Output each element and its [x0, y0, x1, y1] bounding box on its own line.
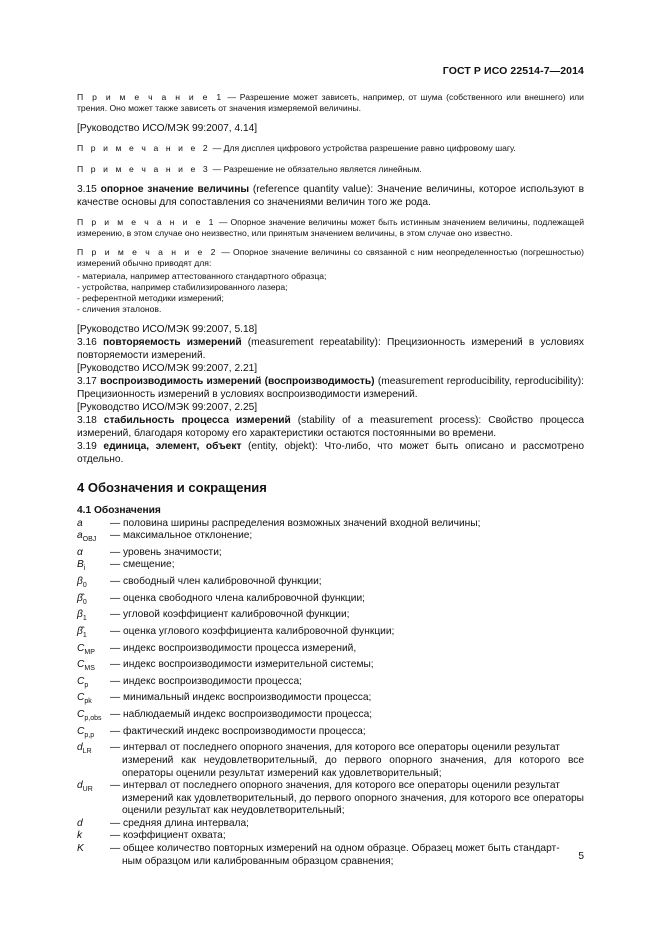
symbol-row [77, 676, 584, 693]
symbol: $C_{p,obs}$ [77, 709, 102, 723]
note-resolution-1: П р и м е ч а н и е 1 — Разрешение может зависеть, например, от шума (собственного или внешнего) или трения. Оно может также зависеть от значения измеряемой величины. [77, 92, 584, 114]
symbol-definition: — индекс воспроизводимости измерительной системы; [110, 659, 374, 671]
list-item: - материала, например аттестованного стандартного образца; [77, 270, 327, 281]
symbol: a [77, 517, 83, 529]
list-item: - устройства, например стабилизированного лазера; [77, 281, 288, 292]
list-item: - сличения эталонов. [77, 303, 162, 314]
symbol: $B_i$ [77, 559, 86, 573]
symbol: $d_{UR}$ [77, 780, 93, 794]
term-3-19: 3.19 единица, элемент, объект (entity, objekt): Что-либо, что может быть описано и рассмотрено отдельно. [77, 440, 585, 465]
symbol-definition: — средняя длина интервала; [110, 817, 249, 829]
symbol-row [77, 659, 584, 676]
symbol-row [77, 547, 584, 560]
symbol-row [77, 626, 584, 643]
term-3-17: 3.17 воспроизводимость измерений (воспроизводимость) (measurement reproducibility, reproducibility): Прецизионность измерений в условиях воспроизводимости измерений. [77, 375, 584, 400]
symbol: $C_{pk}$ [77, 692, 92, 706]
symbol: $C_p$ [77, 675, 89, 689]
reference-4-14: [Руководство ИСО/МЭК 99:2007, 4.14] [77, 123, 258, 135]
note-3-15-list [77, 271, 584, 315]
subsection-4-1-title: 4.1 Обозначения [77, 504, 161, 516]
note-resolution-2: П р и м е ч а н и е 2 — Для дисплея цифрового устройства разрешение равно цифровому шагу. [77, 143, 516, 154]
symbols-list [77, 518, 584, 869]
symbol-row [77, 609, 584, 626]
symbol-definition: — коэффициент охвата; [110, 830, 226, 842]
symbol-definition: — интервал от последнего опорного значения, для которого все операторы оценили результат измерений как удовлетворительный, до первого опорного значения, для которого все операторы оценили результат как неудовлетворительный; [110, 780, 584, 817]
symbol: $\beta_0$ [77, 576, 87, 590]
term-3-18: 3.18 стабильность процесса измерений (stability of a measurement process): Свойство процесса измерений, благодаря которому его характеристики остаются постоянными во времени. [77, 414, 584, 439]
page-number: 5 [578, 851, 584, 862]
symbol-definition: — индекс воспроизводимости процесса измерений, [110, 642, 357, 654]
symbol-row [77, 593, 584, 610]
reference-2-25: [Руководство ИСО/МЭК 99:2007, 2.25] [77, 401, 258, 413]
symbol: K [77, 843, 84, 855]
symbol-definition: — индекс воспроизводимости процесса; [110, 675, 302, 687]
symbol: d [77, 817, 83, 829]
symbol: $a_{OBJ}$ [77, 530, 97, 544]
symbol-row [77, 830, 584, 843]
page-content [77, 92, 584, 868]
symbol-definition: — смещение; [110, 559, 175, 571]
standard-header: ГОСТ Р ИСО 22514-7—2014 [442, 65, 584, 77]
symbol-definition: — угловой коэффициент калибровочной функции; [110, 609, 350, 621]
term-3-15: 3.15 опорное значение величины (reference quantity value): Значение величины, которое используют в качестве основы для сопоставления со значениями величин того же рода. [77, 183, 584, 208]
symbol-definition: — оценка свободного члена калибровочной функции; [110, 592, 365, 604]
symbol-definition: — общее количество повторных измерений на одном образце. Образец может быть стандарт- ным образцом или калиброванным образцом сравнения; [110, 843, 560, 867]
symbol-definition: — уровень значимости; [110, 546, 222, 558]
symbol-definition: — интервал от последнего опорного значения, для которого все операторы оценили результат измерений как неудовлетворительный, до первого опорного значения, для которого все операторы оценили результат измерений как удовлетворительный; [110, 742, 584, 779]
symbol-definition: — половина ширины распределения возможных значений входной величины; [110, 517, 481, 529]
note-3-15-2: П р и м е ч а н и е 2 — Опорное значение величины со связанной с ним неопределенностью (погрешностью) измерений обычно приводят для: [77, 247, 584, 269]
symbol: k [77, 830, 83, 842]
symbol-row [77, 530, 584, 547]
symbol-definition: — фактический индекс воспроизводимости процесса; [110, 725, 366, 737]
reference-5-18: [Руководство ИСО/МЭК 99:2007, 5.18] [77, 323, 258, 335]
symbol: $\betâ_0$ [77, 592, 87, 606]
symbol: $\beta_1$ [77, 609, 87, 623]
note-resolution-3: П р и м е ч а н и е 3 — Разрешение не обязательно является линейным. [77, 163, 422, 174]
symbol: $d_{LR}$ [77, 742, 92, 756]
symbol-definition: — оценка углового коэффициента калибровочной функции; [110, 625, 395, 637]
symbol-row [77, 818, 584, 831]
symbol-row [77, 643, 584, 660]
symbol-definition: — свободный член калибровочной функции; [110, 576, 322, 588]
term-3-16: 3.16 повторяемость измерений (measurement repeatability): Прецизионность измерений в условиях повторяемости измерений. [77, 336, 584, 361]
section-4-title: 4 Обозначения и сокращения [77, 479, 267, 495]
symbol: $C_{MS}$ [77, 659, 95, 673]
symbol-definition: — максимальное отклонение; [110, 530, 253, 542]
symbol-row [77, 726, 584, 743]
symbol-row [77, 559, 584, 576]
symbol-row [77, 576, 584, 593]
symbol: α [77, 546, 83, 558]
symbol-row [77, 843, 584, 868]
symbol: $C_{p,p}$ [77, 725, 95, 739]
symbol: $C_{MP}$ [77, 642, 95, 656]
symbol-row [77, 709, 584, 726]
symbol-row [77, 692, 584, 709]
symbol-definition: — наблюдаемый индекс воспроизводимости процесса; [110, 709, 373, 721]
symbol-row [77, 780, 584, 818]
list-item: - референтной методики измерений; [77, 292, 224, 303]
symbol-definition: — минимальный индекс воспроизводимости процесса; [110, 692, 372, 704]
symbol-row [77, 518, 584, 531]
symbol: $\betâ_1$ [77, 625, 87, 639]
reference-2-21: [Руководство ИСО/МЭК 99:2007, 2.21] [77, 362, 258, 374]
note-3-15-1: П р и м е ч а н и е 1 — Опорное значение величины может быть истинным значением величины, подлежащей измерению, в этом случае оно неизвестно, или принятым значением величины, в этом случае оно известно. [77, 216, 584, 239]
symbol-row [77, 742, 584, 780]
